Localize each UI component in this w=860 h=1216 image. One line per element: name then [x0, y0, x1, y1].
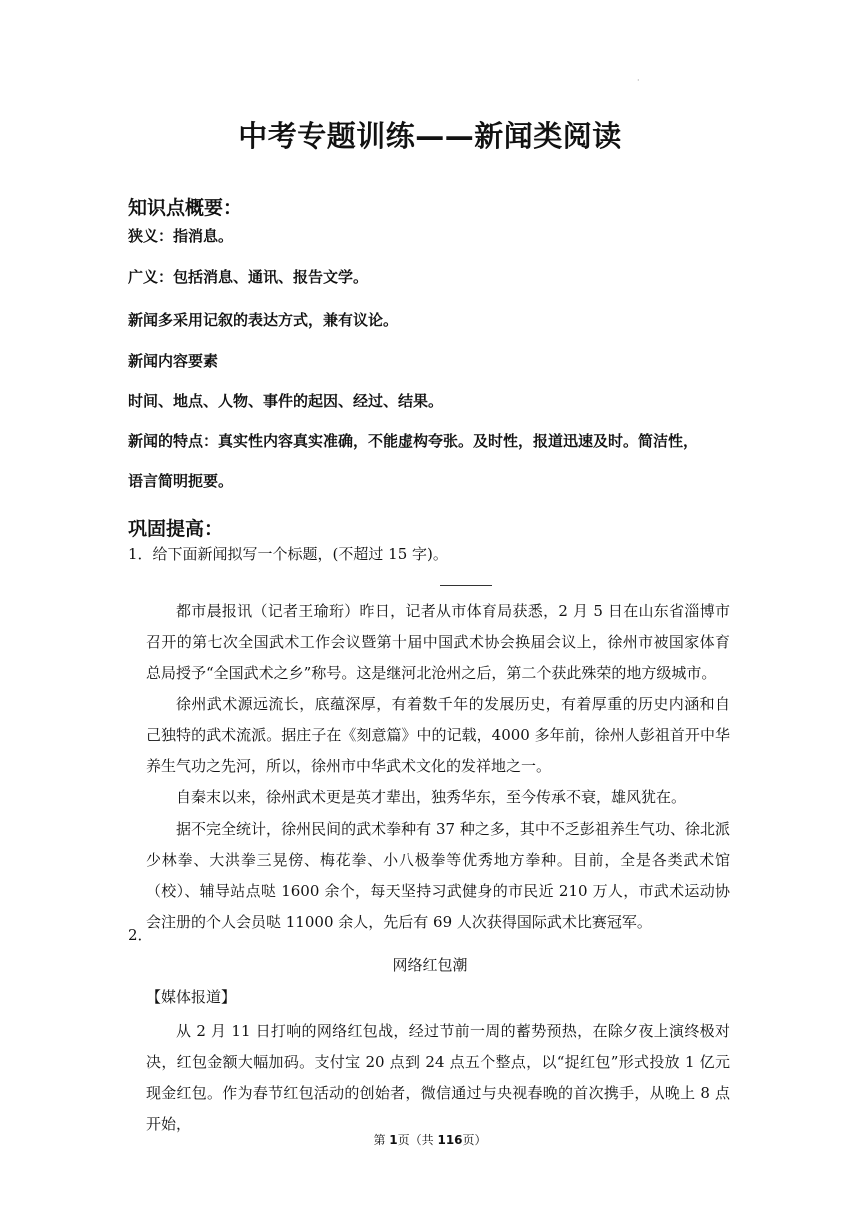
media-paragraph: 从 2 月 11 日打响的网络红包战，经过节前一周的蓄势预热，在除夕夜上演终极对决，红包金额大幅加码。支付宝 20 点到 24 点五个整点，以“捉红包”形式投放 1 亿元现金红包。作为春节红包活动的创始者，微信通过与央视春晚的首次携手，从晚上 8 点开始， — [146, 1022, 730, 1133]
question-2-number: 2． — [128, 926, 153, 944]
footer-page-number: 1 — [389, 1133, 398, 1147]
knowledge-line-elements-heading: 新闻内容要素 — [128, 352, 219, 370]
news-paragraph-3: 自秦末以来，徐州武术更是英才辈出，独秀华东，至今传承不衰，雄风犹在。 — [176, 788, 687, 806]
footer-prefix: 第 — [373, 1133, 390, 1147]
footer-total-pages: 116 — [437, 1133, 463, 1147]
corner-mark: · — [637, 76, 640, 85]
knowledge-line-expression: 新闻多采用记叙的表达方式，兼有议论。 — [128, 311, 399, 329]
document-title: 中考专题训练——新闻类阅读 — [238, 119, 622, 153]
news-paragraph-4: 据不完全统计，徐州民间的武术拳种有 37 种之多，其中不乏彭祖养生气功、徐北派少林拳、大洪拳三晃傍、梅花拳、小八极拳等优秀地方拳种。目前，全是各类武术馆（校）、辅导站点哒 1600 余个，每天坚持习武健身的市民近 210 万人，市武术运动协会注册的个人会员哒 11000 余人，先后有 69 人次获得国际武术比赛冠军。 — [146, 820, 730, 931]
news-paragraph-2: 徐州武术源远流长，底蕴深厚，有着数千年的发展历史，有着厚重的历史内涵和自己独特的武术流派。据庄子在《刻意篇》中的记载，4000 多年前，徐州人彭祖首开中华养生气功之先河，所以，徐州市中华武术文化的发祥地之一。 — [146, 695, 730, 775]
knowledge-line-features: 新闻的特点：真实性内容真实准确，不能虚构夸张。及时性，报道迅速及时。简洁性， — [128, 432, 699, 450]
section-heading-practice: 巩固提高： — [128, 518, 224, 540]
knowledge-line-narrow: 狭义：指消息。 — [128, 227, 234, 245]
knowledge-line-elements: 时间、地点、人物、事件的起因、经过、结果。 — [128, 392, 444, 410]
footer-suffix: 页） — [462, 1133, 487, 1147]
knowledge-line-broad: 广义：包括消息、通讯、报告文学。 — [128, 268, 369, 286]
page-footer — [0, 1131, 860, 1148]
question-1-prompt: 1．给下面新闻拟写一个标题，(不超过 15 字)。 — [128, 545, 448, 563]
media-report-tag: 【媒体报道】 — [146, 988, 237, 1006]
news-paragraph-1: 都市晨报讯（记者王瑜珩）昨日，记者从市体育局获悉，2 月 5 日在山东省淄博市召开的第七次全国武术工作会议暨第十届中国武术协会换届会议上，徐州市被国家体育总局授予“全国武术之乡”称号。这是继河北沧州之后，第二个获此殊荣的地方级城市。 — [146, 602, 730, 682]
knowledge-line-features-cont: 语言简明扼要。 — [128, 472, 234, 490]
footer-middle: 页（共 — [397, 1133, 438, 1147]
answer-blank-line[interactable] — [440, 585, 492, 586]
section-heading-knowledge: 知识点概要： — [128, 197, 243, 219]
article-title: 网络红包潮 — [392, 956, 468, 974]
